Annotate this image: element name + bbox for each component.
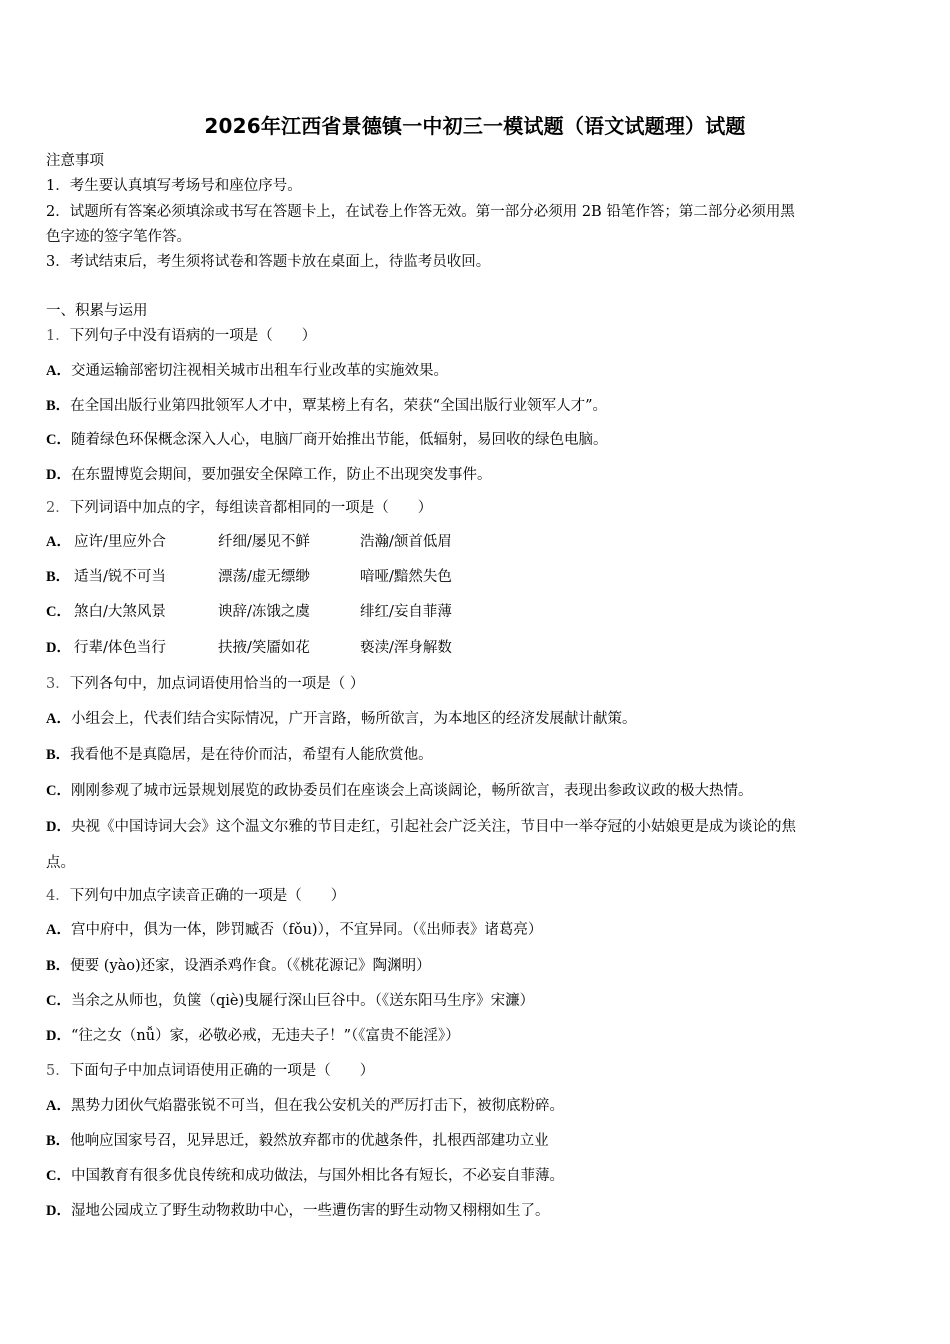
question-number: 4． <box>46 888 70 904</box>
question-stem <box>46 1061 374 1081</box>
option-letter: C． <box>46 993 71 1009</box>
option <box>46 1131 549 1151</box>
question-number: 3． <box>46 676 70 692</box>
option-text: 在全国出版行业第四批领军人才中，覃某榜上有名，荣获“全国出版行业领军人才”。 <box>70 398 607 414</box>
option <box>46 532 906 552</box>
question-number: 2． <box>46 500 70 516</box>
option-letter: B． <box>46 569 71 585</box>
option-letter: B． <box>46 398 71 414</box>
word-group: 煞白/大煞风景 <box>74 604 166 620</box>
option-text: 便要 (yào)还家，设酒杀鸡作食。（《桃花源记》陶渊明） <box>70 958 431 974</box>
option <box>46 817 796 837</box>
option <box>46 1026 460 1046</box>
option <box>46 396 607 416</box>
option-text: “往之女（nǚ）家，必敬必戒，无违夫子！”（《富贵不能淫》） <box>70 1028 460 1044</box>
question-text: 下列词语中加点的字，每组读音都相同的一项是（ ） <box>69 500 433 516</box>
option-letter: D． <box>46 640 71 656</box>
question-number: 5． <box>46 1063 70 1079</box>
question-number: 1． <box>46 328 70 344</box>
word-group: 纤细/屡见不鲜 <box>218 534 310 550</box>
option-letter: B． <box>46 1133 71 1149</box>
notice-item: 3．考试结束后，考生须将试卷和答题卡放在桌面上，待监考员收回。 <box>46 254 491 270</box>
option-text: 央视《中国诗词大会》这个温文尔雅的节目走红，引起社会广泛关注，节目中一举夺冠的小姑娘更是成为谈论的焦 <box>70 819 796 835</box>
option-text: 宫中府中，俱为一体，陟罚臧否（fǒu)），不宜异同。（《出师表》诸葛亮） <box>70 922 543 938</box>
option <box>46 567 906 587</box>
option-text: 黑势力团伙气焰嚣张锐不可当，但在我公安机关的严厉打击下，被彻底粉碎。 <box>70 1098 564 1114</box>
option <box>46 1201 549 1221</box>
notice-item: 2．试题所有答案必须填涂或书写在答题卡上，在试卷上作答无效。第一部分必须用 2B 铅笔作答；第二部分必须用黑 <box>46 204 795 220</box>
option <box>46 709 636 729</box>
option-letter: C． <box>46 432 71 448</box>
question-text: 下列句子中没有语病的一项是（ ） <box>69 328 317 344</box>
question-stem <box>46 674 364 694</box>
option-letter: D． <box>46 467 71 483</box>
question-stem <box>46 326 316 346</box>
option <box>46 430 607 450</box>
option-letter: D． <box>46 1028 71 1044</box>
option <box>46 638 906 658</box>
option <box>46 1096 564 1116</box>
option-text: 当余之从师也，负箧（qiè)曳屣行深山巨谷中。（《送东阳马生序》宋濂） <box>70 993 535 1009</box>
option-text: 中国教育有很多优良传统和成功做法，与国外相比各有短长，不必妄自菲薄。 <box>70 1168 564 1184</box>
word-group: 绯红/妄自菲薄 <box>360 604 452 620</box>
option <box>46 465 491 485</box>
option-text: 湿地公园成立了野生动物救助中心，一些遭伤害的野生动物又栩栩如生了。 <box>70 1203 550 1219</box>
option-letter: B． <box>46 958 71 974</box>
option <box>46 361 448 381</box>
option <box>46 956 431 976</box>
option-letter: D． <box>46 819 71 835</box>
option <box>46 745 433 765</box>
notice-heading: 注意事项 <box>46 153 104 169</box>
option <box>46 602 906 622</box>
option-letter: A． <box>46 534 71 550</box>
option-text: 刚刚参观了城市远景规划展览的政协委员们在座谈会上高谈阔论，畅所欲言，表现出参政议政的极大热情。 <box>70 783 753 799</box>
notice-item: 1．考生要认真填写考场号和座位序号。 <box>46 178 302 194</box>
question-text: 下列句中加点字读音正确的一项是（ ） <box>69 888 346 904</box>
section-heading: 一、积累与运用 <box>46 303 148 319</box>
word-group: 漂荡/虚无缥缈 <box>218 569 310 585</box>
option-text: 交通运输部密切注视相关城市出租车行业改革的实施效果。 <box>70 363 448 379</box>
question-stem <box>46 886 345 906</box>
option-letter: D． <box>46 1203 71 1219</box>
option-letter: A． <box>46 922 71 938</box>
page-title: 2026年江西省景德镇一中初三一模试题（语文试题理）试题 <box>204 114 746 138</box>
word-group: 应许/里应外合 <box>74 534 166 550</box>
option-letter: A． <box>46 363 71 379</box>
word-group: 喑哑/黯然失色 <box>360 569 452 585</box>
word-group: 浩瀚/颔首低眉 <box>360 534 452 550</box>
word-group: 亵渎/浑身解数 <box>360 640 452 656</box>
option <box>46 920 542 940</box>
option-letter: C． <box>46 1168 71 1184</box>
option <box>46 781 752 801</box>
word-group: 适当/锐不可当 <box>74 569 166 585</box>
option-letter: A． <box>46 1098 71 1114</box>
option-letter: C． <box>46 604 71 620</box>
option-letter: C． <box>46 783 71 799</box>
option-continuation: 点。 <box>46 855 75 871</box>
option <box>46 1166 564 1186</box>
question-text: 下列各句中，加点词语使用恰当的一项是（ ） <box>69 676 365 692</box>
option-text: 我看他不是真隐居，是在待价而沽，希望有人能欣赏他。 <box>70 747 433 763</box>
notice-item: 色字迹的签字笔作答。 <box>46 229 191 245</box>
option-text: 在东盟博览会期间，要加强安全保障工作，防止不出现突发事件。 <box>70 467 492 483</box>
option <box>46 991 534 1011</box>
question-stem <box>46 498 432 518</box>
option-letter: A． <box>46 711 71 727</box>
option-text: 他响应国家号召，见异思迁，毅然放弃都市的优越条件，扎根西部建功立业 <box>70 1133 549 1149</box>
word-group: 扶掖/笑靥如花 <box>218 640 310 656</box>
question-text: 下面句子中加点词语使用正确的一项是（ ） <box>69 1063 375 1079</box>
word-group: 行辈/体色当行 <box>74 640 166 656</box>
option-letter: B． <box>46 747 71 763</box>
word-group: 谀辞/冻饿之虞 <box>218 604 310 620</box>
option-text: 随着绿色环保概念深入人心，电脑厂商开始推出节能，低辐射，易回收的绿色电脑。 <box>70 432 608 448</box>
option-text: 小组会上，代表们结合实际情况，广开言路，畅所欲言，为本地区的经济发展献计献策。 <box>70 711 637 727</box>
